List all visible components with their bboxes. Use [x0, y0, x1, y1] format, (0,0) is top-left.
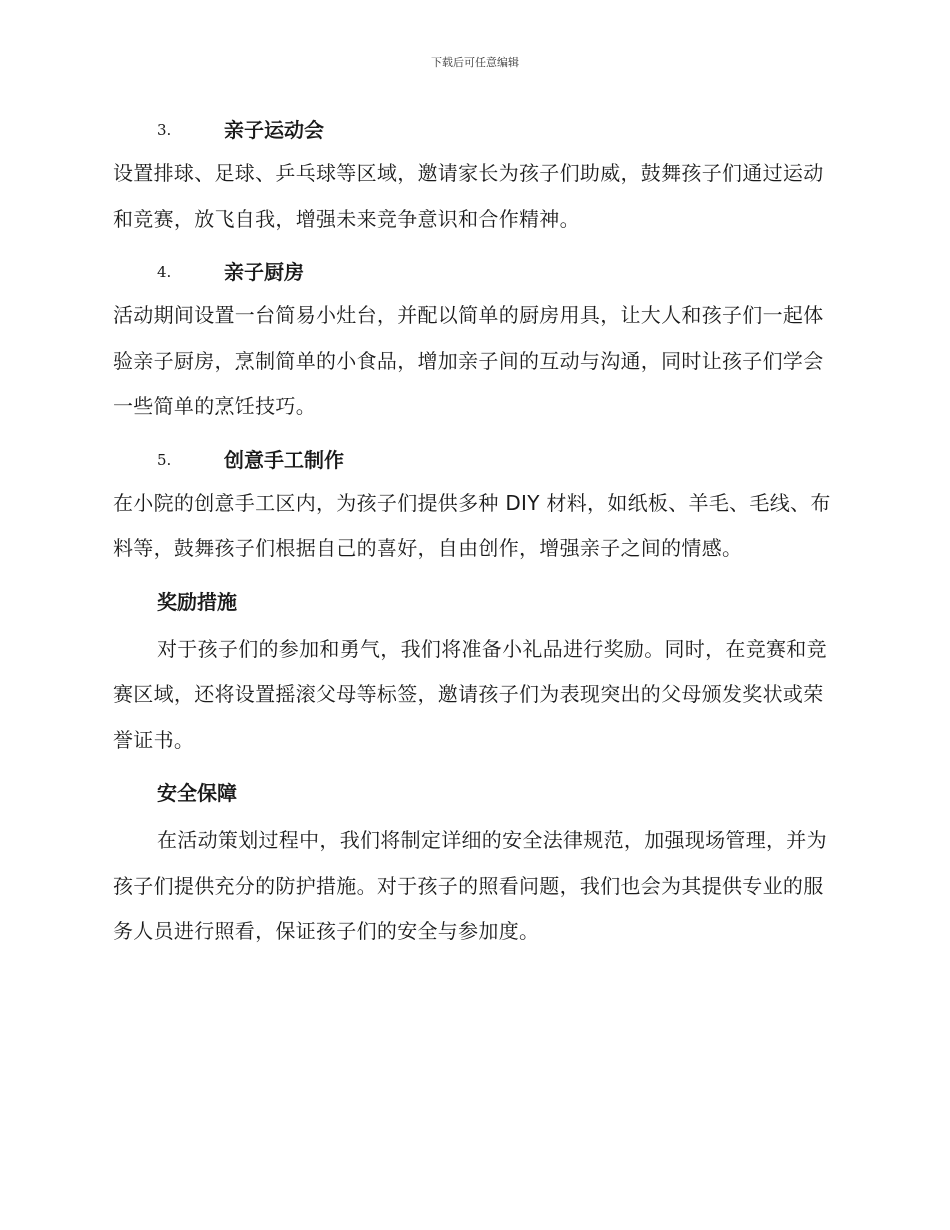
section-title: 亲子厨房 — [224, 260, 304, 284]
section-title: 创意手工制作 — [224, 447, 344, 472]
reward-heading: 奖励措施 — [157, 589, 237, 614]
safety-body: 在活动策划过程中，我们将制定详细的安全法律规范，加强现场管理，并为孩子们提供充分的防护措施。对于孩子的照看问题，我们也会为其提供专业的服务人员进行照看，保证孩子们的安全与参加度。 — [113, 828, 827, 943]
section-body-3: 设置排球、足球、乒乓球等区域，邀请家长为孩子们助威，鼓舞孩子们通过运动和竞赛，放飞自我，增强未来竞争意识和合作精神。 — [113, 161, 824, 231]
section-body-4: 活动期间设置一台简易小灶台，并配以简单的厨房用具，让大人和孩子们一起体验亲子厨房，烹制简单的小食品，增加亲子间的互动与沟通，同时让孩子们学会一些简单的烹饪技巧。 — [113, 303, 824, 418]
section-number: 5. — [157, 450, 172, 469]
document-content — [113, 113, 833, 955]
section-title: 亲子运动会 — [224, 118, 324, 142]
header-note: 下载后可任意编辑 — [431, 56, 519, 69]
safety-heading: 安全保障 — [157, 781, 237, 805]
section-heading-4 — [113, 255, 833, 289]
reward-body: 对于孩子们的参加和勇气，我们将准备小礼品进行奖励。同时，在竞赛和竞赛区域，还将设置摇滚父母等标签，邀请孩子们为表现突出的父母颁发奖状或荣誉证书。 — [113, 636, 827, 752]
section-heading-3 — [113, 113, 833, 147]
section-number: 4. — [157, 263, 172, 281]
section-body-5: 在小院的创意手工区内，为孩子们提供多种 DIY 材料，如纸板、羊毛、毛线、布料等，鼓舞孩子们根据自己的喜好，自由创作，增强亲子之间的情感。 — [113, 490, 831, 560]
section-heading-5 — [113, 443, 833, 477]
section-number: 3. — [157, 121, 172, 139]
